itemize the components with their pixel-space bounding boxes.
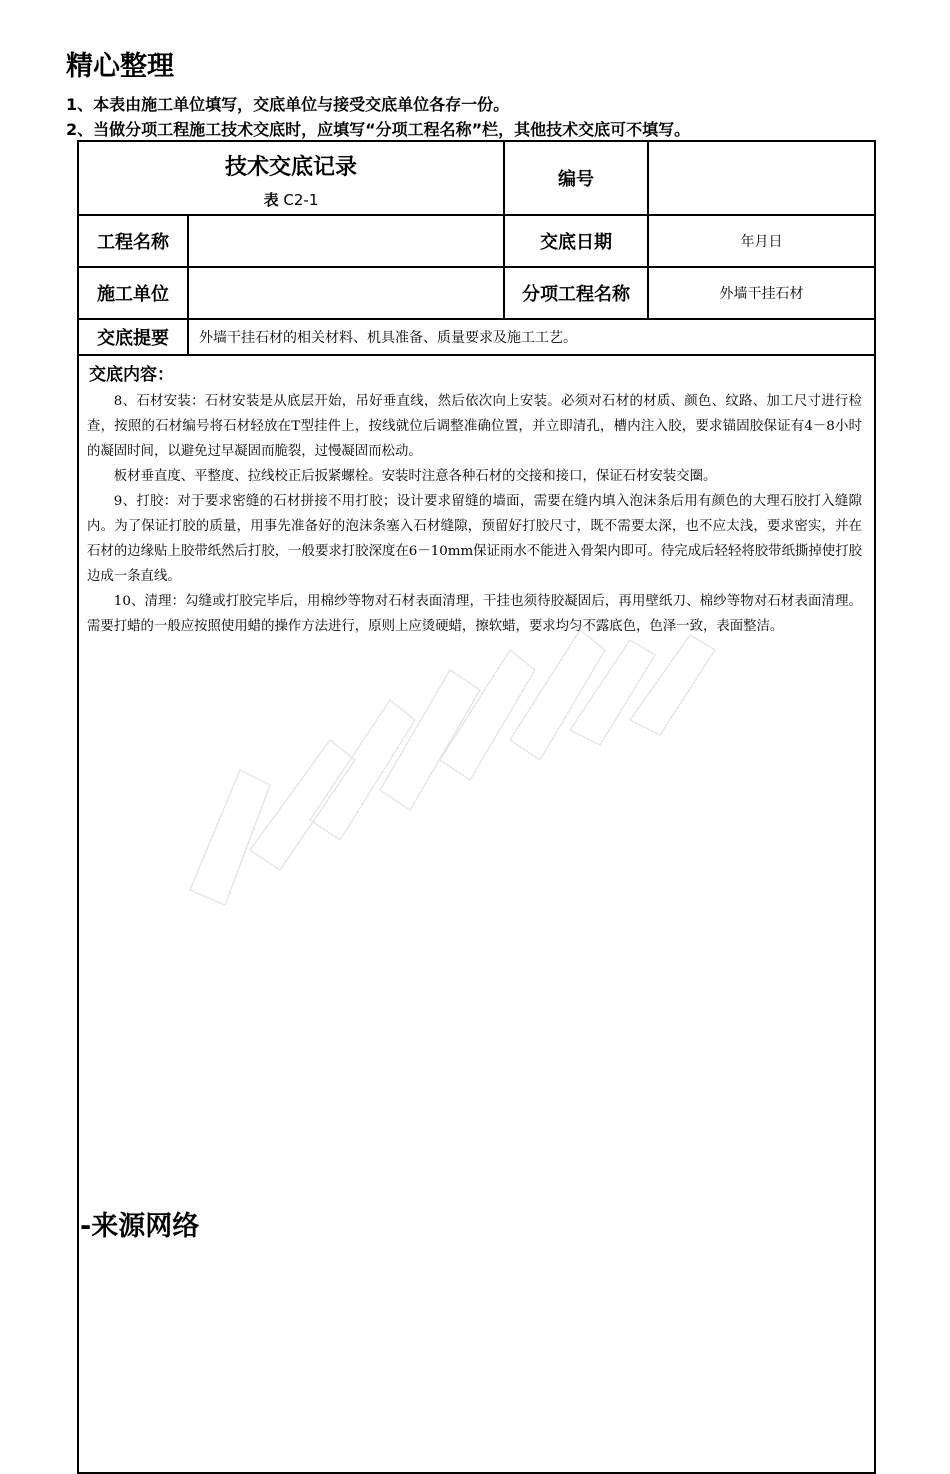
content-paragraph: 10、清理：勾缝或打胶完毕后，用棉纱等物对石材表面清理，干挂也须待胶凝固后，再用壁纸刀、棉纱等物对石材表面清理。需要打蜡的一般应按照使用蜡的操作方法进行，原则上应烫硬蜡，擦软蜡，要求均匀不露底色，色泽一致，表面整洁。 [87,594,863,634]
content-paragraph: 板材垂直度、平整度、拉线校正后扳紧螺栓。安装时注意各种石材的交接和接口，保证石材安装交圈。 [113,469,717,484]
instruction-note-2: 2、当做分项工程施工技术交底时，应填写“分项工程名称”栏，其他技术交底可不填写。 [66,120,691,139]
table-prefix: 表 [263,191,279,209]
content-label: 交底内容： [89,365,174,385]
project-name-field[interactable] [188,215,504,267]
sub-project-label: 分项工程名称 [504,267,648,319]
construction-unit-label: 施工单位 [78,267,188,319]
number-field[interactable] [648,141,875,215]
project-name-label: 工程名称 [78,215,188,267]
table-code: C2-1 [283,191,319,209]
content-paragraph: 8、石材安装：石材安装是从底层开始，吊好垂直线，然后依次向上安装。必须对石材的材质、颜色、纹路、加工尺寸进行检查，按照的石材编号将石材轻放在T型挂件上，按线就位后调整准确位置，并立即清孔，槽内注入胶，要求锚固胶保证有4－8小时的凝固时间，以避免过早凝固而脆裂，过慢凝固而松动。 [87,394,863,459]
technical-briefing-form [77,140,876,1474]
form-table-code [79,189,503,210]
form-title-cell [78,141,504,215]
construction-unit-field[interactable] [188,267,504,319]
content-cell [78,355,875,1473]
summary-field[interactable]: 外墙干挂石材的相关材料、机具准备、质量要求及施工工艺。 [188,319,875,355]
date-field[interactable]: 年月日 [648,215,875,267]
summary-label: 交底提要 [78,319,188,355]
content-body [79,385,874,639]
instruction-note-1: 1、本表由施工单位填写，交底单位与接受交底单位各存一份。 [66,95,510,114]
sub-project-field[interactable]: 外墙干挂石材 [648,267,875,319]
content-paragraph: 9、打胶：对于要求密缝的石材拼接不用打胶；设计要求留缝的墙面，需要在缝内填入泡沫条后用有颜色的大理石胶打入缝隙内。为了保证打胶的质量，用事先准备好的泡沫条塞入石材缝隙，预留好打胶尺寸，既不需要太深，也不应太浅，要求密实，并在石材的边缘贴上胶带纸然后打胶，一般要求打胶深度在6－10mm保证雨水不能进入骨架内即可。待完成后轻轻将胶带纸撕掉使打胶边成一条直线。 [87,494,863,584]
form-title: 技术交底记录 [225,155,358,180]
page-heading: 精心整理 [66,51,174,82]
number-label: 编号 [504,141,648,215]
date-label: 交底日期 [504,215,648,267]
source-footer: -来源网络 [80,1211,200,1242]
